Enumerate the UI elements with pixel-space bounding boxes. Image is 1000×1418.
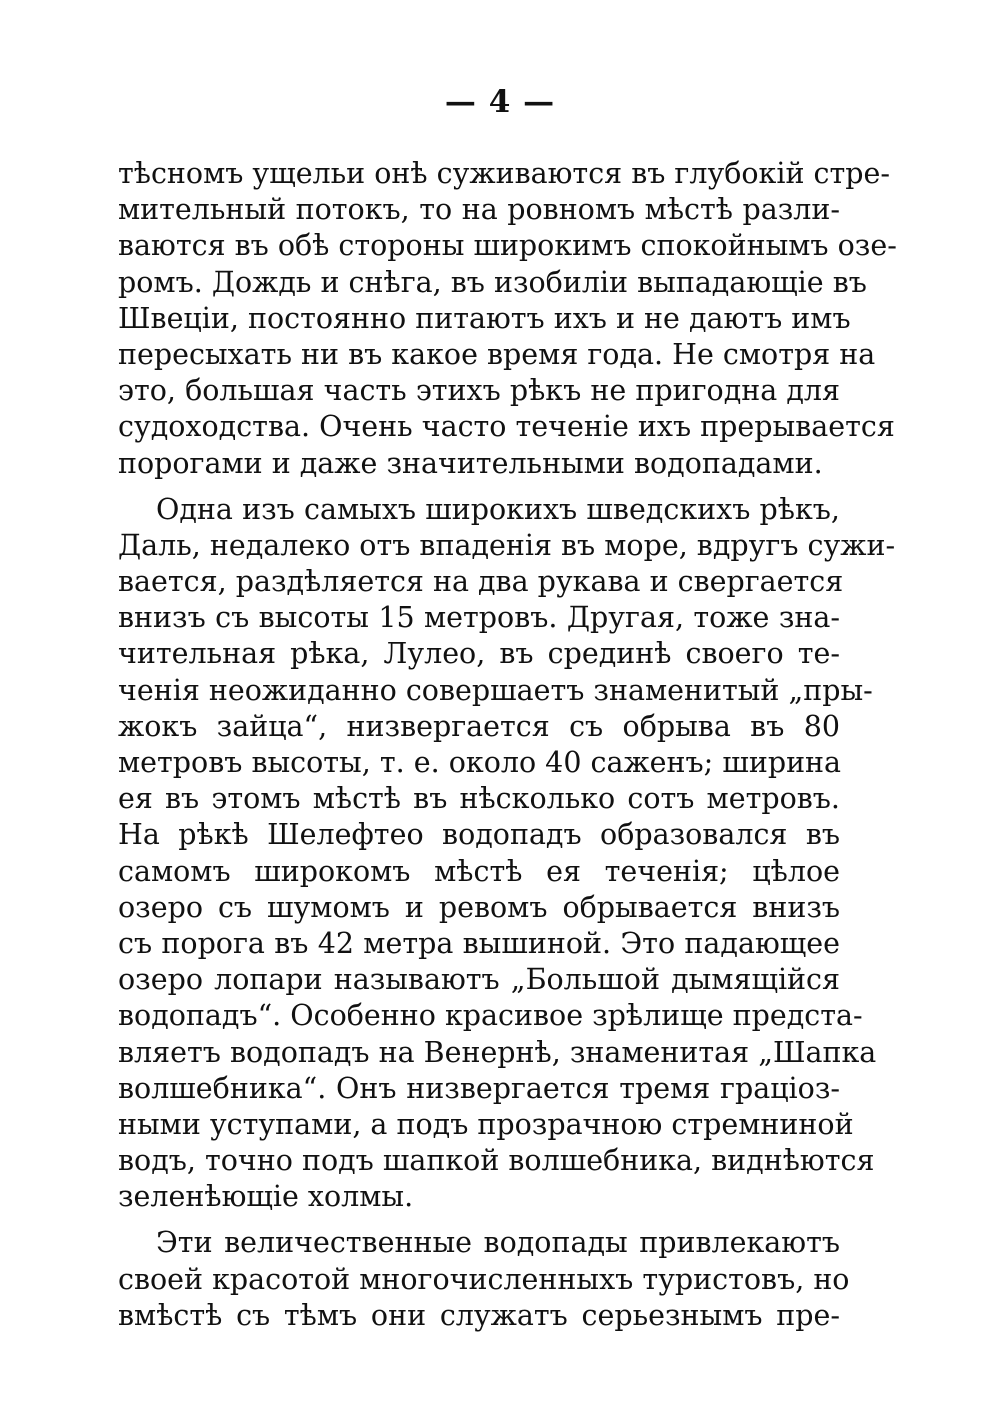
text-line: это, большая часть этихъ рѣкъ не пригодна для: [118, 374, 840, 408]
text-line: ными уступами, а подъ прозрачною стремниной: [118, 1107, 854, 1141]
paragraph-gap: [118, 1215, 840, 1225]
text-line: озеро лопари называютъ „Большой дымящійся: [118, 963, 840, 997]
text-line: порогами и даже значительными водопадами.: [118, 446, 823, 480]
text-line: ченія неожиданно совершаетъ знаменитый „пры-: [118, 673, 873, 707]
text-line: На рѣкѣ Шелефтео водопадъ образовался въ: [118, 818, 840, 852]
body-text: [118, 156, 897, 1334]
text-line: жокъ зайца“, низвергается съ обрыва въ 80: [118, 709, 840, 743]
text-line: водопадъ“. Особенно красивое зрѣлище предста-: [118, 999, 863, 1033]
text-line: озеро съ шумомъ и ревомъ обрывается внизъ: [118, 890, 840, 924]
text-line: вляетъ водопадъ на Венернѣ, знаменитая „Шапка: [118, 1035, 877, 1069]
page-number: — 4 —: [444, 84, 556, 120]
text-line: Одна изъ самыхъ широкихъ шведскихъ рѣкъ,: [156, 492, 840, 526]
text-line: метровъ высоты, т. е. около 40 саженъ; ширина: [118, 746, 842, 779]
text-line: вмѣстѣ съ тѣмъ они служатъ серьезнымъ пре-: [118, 1298, 840, 1332]
text-line: Эти величественные водопады привлекаютъ: [156, 1226, 840, 1260]
text-line: Даль, недалеко отъ впаденія въ море, вдругъ сужи-: [118, 528, 896, 562]
text-line: зеленѣющіе холмы.: [118, 1180, 414, 1214]
text-line: волшебника“. Онъ низвергается тремя граціоз-: [118, 1071, 840, 1105]
paragraph: [118, 156, 897, 482]
text-line: водъ, точно подъ шапкой волшебника, виднѣются: [118, 1144, 875, 1178]
text-line: съ порога въ 42 метра вышиной. Это падающее: [118, 926, 840, 960]
text-line: ромъ. Дождь и снѣга, въ изобиліи выпадающіе въ: [118, 265, 867, 299]
text-line: ея въ этомъ мѣстѣ въ нѣсколько сотъ метровъ.: [118, 782, 840, 816]
paragraph: [118, 1225, 850, 1334]
text-line: судоходства. Очень часто теченіе ихъ прерывается: [118, 410, 895, 444]
text-line: внизъ съ высоты 15 метровъ. Другая, тоже зна-: [118, 601, 840, 635]
text-line: тѣсномъ ущельи онѣ суживаются въ глубокій стре-: [118, 157, 891, 190]
text-line: самомъ широкомъ мѣстѣ ея теченія; цѣлое: [118, 854, 840, 888]
text-line: пересыхать ни въ какое время года. Не смотря на: [118, 337, 876, 371]
text-line: Швеціи, постоянно питаютъ ихъ и не даютъ имъ: [118, 301, 851, 335]
text-line: вается, раздѣляется на два рукава и свергается: [118, 565, 844, 599]
paragraph: [118, 492, 896, 1216]
text-line: мительный потокъ, то на ровномъ мѣстѣ разли-: [118, 193, 840, 227]
paragraph-gap: [118, 482, 840, 492]
text-line: своей красотой многочисленныхъ туристовъ, но: [118, 1262, 850, 1296]
text-line: чительная рѣка, Лулео, въ срединѣ своего те-: [118, 637, 840, 671]
text-line: ваются въ обѣ стороны широкимъ спокойнымъ озе-: [118, 229, 897, 263]
